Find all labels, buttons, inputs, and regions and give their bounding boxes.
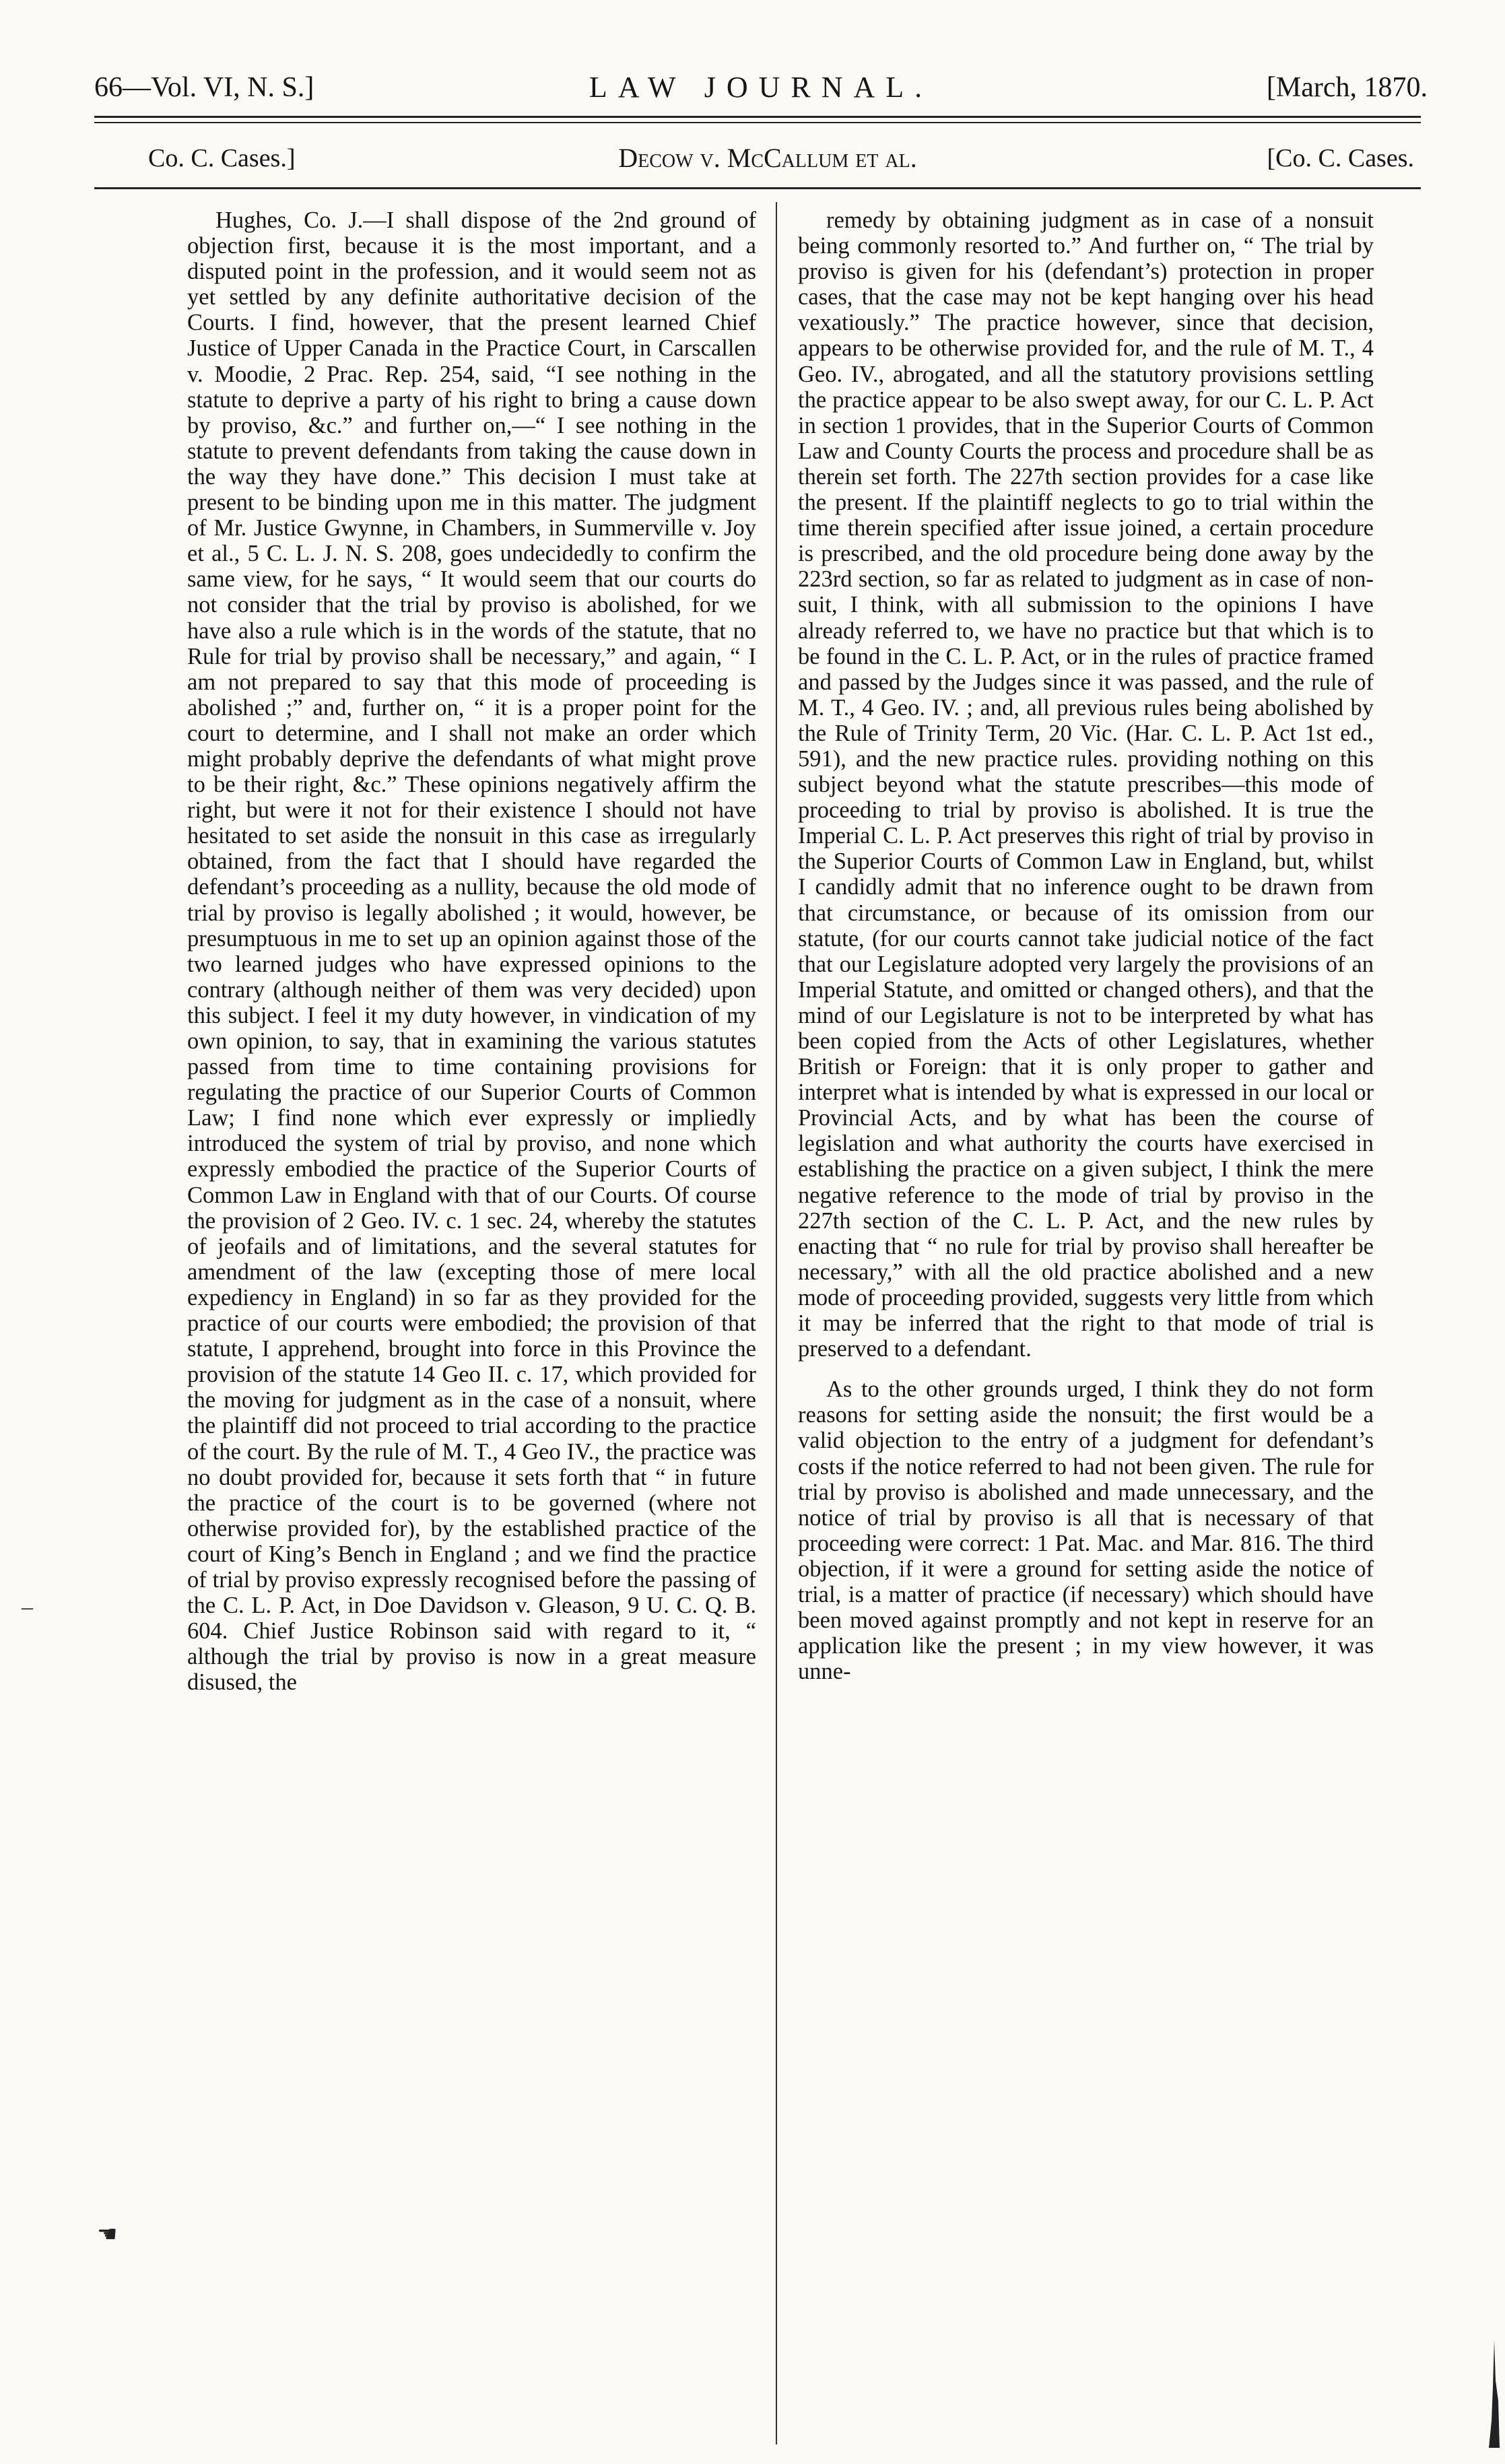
paragraph: As to the other grounds urged, I think they do not form reasons for setting aside the nonsuit; the first would be a valid objection to the entry of a judgment for defendant’s costs if the notice referred to had not been given. The rule for trial by proviso is abolished and made unnecessary, and the notice of trial by proviso is all that is necessary of that proceeding were correct: 1 Pat. Mac. and Mar. 816. The third objection, if it were a ground for setting aside the notice of trial, is a matter of practice (if necessary) which should have been moved against promptly and not kept in reserve for an application like the present ; in my view however, it was unne- <box>798 1376 1374 1685</box>
pointing-hand-mark: ☚ <box>97 2222 118 2247</box>
case-head <box>121 135 1414 182</box>
header-rule-second <box>94 122 1421 123</box>
left-column <box>187 207 756 2436</box>
case-head-rule <box>94 187 1421 189</box>
issue-date: [March, 1870. <box>1266 72 1428 103</box>
journal-title: LAW JOURNAL. <box>589 71 933 104</box>
margin-dash-mark: – <box>22 1595 33 1620</box>
running-head <box>94 64 1428 111</box>
court-section-right: [Co. C. Cases. <box>1267 144 1414 172</box>
court-section-left: Co. C. Cases.] <box>148 144 296 172</box>
page-edge-blot <box>1479 2340 1500 2448</box>
page-number-volume: 66—Vol. VI, N. S.] <box>94 72 314 103</box>
right-column <box>798 207 1374 2436</box>
paragraph: Hughes, Co. J.—I shall dispose of the 2nd ground of objection first, because it is the most important, and a disputed point in the profession, and it would seem not as yet settled by any definite authoritative decision of the Courts. I find, however, that the present learned Chief Justice of Upper Canada in the Practice Court, in Carscallen v. Moodie, 2 Prac. Rep. 254, said, “I see nothing in the statute to deprive a party of his right to bring a cause down by proviso, &c.” and further on,—“ I see nothing in the statute to prevent defendants from taking the cause down in the way they have done.” This decision I must take at present to be binding upon me in this matter. The judgment of Mr. Justice Gwynne, in Chambers, in Summerville v. Joy et al., 5 C. L. J. N. S. 208, goes undecidedly to confirm the same view, for he says, “ It would seem that our courts do not consider that the trial by proviso is abolished, for we have also a rule which is in the words of the statute, that no Rule for trial by proviso shall be necessary,” and again, “ I am not prepared to say that this mode of proceeding is abolished ;” and, further on, “ it is a proper point for the court to determine, and I shall not make an order which might probably deprive the defendants of what might prove to be their right, &c.” These opinions negatively affirm the right, but were it not for their existence I should not have hesitated to set aside the nonsuit in this case as irregularly obtained, from the fact that I should have regarded the defendant’s proceeding as a nullity, because the old mode of trial by proviso is legally abolished ; it would, however, be presumptuous in me to set up an opinion against those of the two learned judges who have expressed opinions to the contrary (although neither of them was very decided) upon this subject. I feel it my duty however, in vindication of my own opinion, to say, that in examining the various statutes passed from time to time containing provisions for regulating the practice of our Superior Courts of Common Law; I find none which ever expressly or impliedly introduced the system of trial by proviso, and none which expressly embodied the practice of the Superior Courts of Common Law in England with that of our Courts. Of course the provision of 2 Geo. IV. c. 1 sec. 24, whereby the statutes of jeofails and of limitations, and the several statutes for amendment of the law (excepting those of mere local expediency in England) in so far as they provided for the practice of our courts were embodied; the provision of that statute, I apprehend, brought into force in this Province the provision of the statute 14 Geo II. c. 17, which provided for the moving for judgment as in the case of a nonsuit, where the plaintiff did not proceed to trial according to the practice of the court. By the rule of M. T., 4 Geo IV., the practice was no doubt provided for, because it sets forth that “ in future the practice of the court is to be governed (where not otherwise provided for), by the established practice of the court of King’s Bench in England ; and we find the practice of trial by proviso expressly recognised before the passing of the C. L. P. Act, in Doe Davidson v. Gleason, 9 U. C. Q. B. 604. Chief Justice Robinson said with regard to it, “ although the trial by proviso is now in a great measure disused, the <box>187 207 756 1696</box>
case-title: Decow v. McCallum et al. <box>618 143 917 173</box>
paragraph: remedy by obtaining judgment as in case of a nonsuit being commonly resorted to.” And further on, “ The trial by proviso is given for his (defendant’s) protection in proper cases, that the case may not be kept hanging over his head vexatiously.” The practice however, since that decision, appears to be otherwise provided for, and the rule of M. T., 4 Geo. IV., abrogated, and all the statutory provisions settling the practice appear to be also swept away, for our C. L. P. Act in section 1 provides, that in the Superior Courts of Common Law and County Courts the process and procedure shall be as therein set forth. The 227th section provides for a case like the present. If the plaintiff neglects to go to trial within the time therein specified after issue joined, a certain procedure is prescribed, and the old procedure being done away by the 223rd section, so far as related to judgment as in case of non-suit, I think, with all submission to the opinions I have already referred to, we have no practice but that which is to be found in the C. L. P. Act, or in the rules of practice framed and passed by the Judges since it was passed, and the rule of M. T., 4 Geo. IV. ; and, all previous rules being abolished by the Rule of Trinity Term, 20 Vic. (Har. C. L. P. Act 1st ed., 591), and the new practice rules. providing nothing on this subject beyond what the statute prescribes—this mode of proceeding to trial by proviso is abolished. It is true the Imperial C. L. P. Act preserves this right of trial by proviso in the Superior Courts of Common Law in England, but, whilst I candidly admit that no inference ought to be drawn from that circumstance, or because of its omission from our statute, (for our courts cannot take judicial notice of the fact that our Legislature adopted very largely the provisions of an Imperial Statute, and omitted or changed others), and that the mind of our Legislature is not to be interpreted by what has been copied from the Acts of other Legislatures, whether British or Foreign: that it is only proper to gather and interpret what is intended by what is expressed in our local or Provincial Acts, and by what has been the course of legislation and what authority the courts have exercised in establishing the practice on a given subject, I think the mere negative reference to the mode of trial by proviso in the 227th section of the C. L. P. Act, and the new rules by enacting that “ no rule for trial by proviso shall hereafter be necessary,” with all the old practice abolished and a new mode of proceeding provided, suggests very little from which it may be inferred that the right to that mode of trial is preserved to a defendant. <box>798 207 1374 1362</box>
column-divider <box>776 202 777 2444</box>
header-rule-top <box>94 116 1421 118</box>
